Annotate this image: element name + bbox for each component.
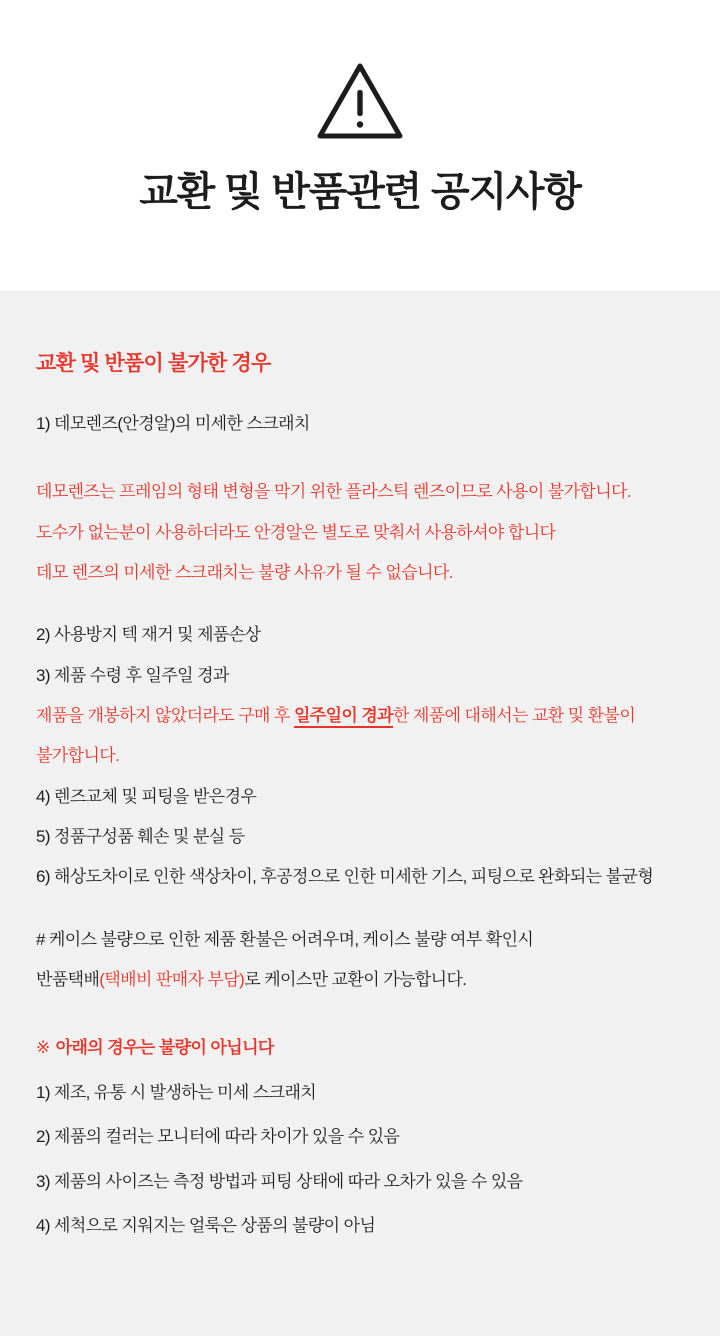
demo-lens-note-1: 데모렌즈는 프레임의 형태 변형을 막기 위한 플라스틱 렌즈이므로 사용이 불가합니다. — [36, 482, 632, 502]
demo-lens-note-3: 데모 렌즈의 미세한 스크래치는 불량 사유가 될 수 없습니다. — [36, 563, 453, 583]
case-defect-note-part-a: 반품택배 — [36, 970, 100, 990]
notice-body-panel — [0, 291, 720, 1336]
not-defect-item-2: 2) 제품의 컬러는 모니터에 따라 차이가 있을 수 있음 — [36, 1127, 400, 1147]
spacer — [36, 457, 684, 479]
reason-item-6: 6) 해상도차이로 인한 색상차이, 후공정으로 인한 미세한 기스, 피팅으로 완화되는 불균형 — [36, 867, 654, 887]
reason-item-1: 1) 데모렌즈(안경알)의 미세한 스크래치 — [36, 414, 310, 433]
section-heading-no-exchange: 교환 및 반품이 불가한 경우 — [36, 352, 271, 375]
case-defect-note-line-2 — [36, 967, 684, 993]
reason-item-3-note-part-b: 한 제품에 대해서는 교환 및 환불이 — [393, 706, 636, 726]
spacer — [36, 600, 684, 622]
not-defect-item-3: 3) 제품의 사이즈는 측정 방법과 피팅 상태에 따라 오차가 있을 수 있음 — [36, 1171, 523, 1191]
case-defect-note-emphasis: (택배비 판매자 부담) — [99, 970, 245, 990]
case-defect-note-line-1: # 케이스 불량으로 인한 제품 환불은 어려우며, 케이스 불량 여부 확인시 — [36, 929, 534, 949]
reason-item-3-note — [36, 703, 684, 729]
spacer — [36, 905, 684, 927]
not-defect-heading — [36, 1035, 684, 1061]
asterisk-mark-icon: ※ — [36, 1038, 50, 1058]
not-defect-heading-text: 아래의 경우는 불량이 아닙니다 — [55, 1038, 274, 1058]
case-defect-note-part-b: 로 케이스만 교환이 가능합니다. — [244, 970, 467, 990]
reason-item-3-note-part-a: 제품을 개봉하지 않았더라도 구매 후 — [36, 706, 294, 726]
reason-item-3-note-part-c: 불가합니다. — [36, 746, 120, 766]
page-title: 교환 및 반품관련 공지사항 — [139, 170, 581, 214]
warning-triangle-icon — [316, 62, 404, 140]
demo-lens-note-2: 도수가 없는분이 사용하더라도 안경알은 별도로 맞춰서 사용하셔야 합니다 — [36, 522, 556, 542]
spacer — [36, 1013, 684, 1035]
reason-item-4: 4) 렌즈교체 및 피팅을 받은경우 — [36, 786, 257, 806]
reason-item-5: 5) 정품구성품 훼손 및 분실 등 — [36, 827, 245, 847]
notice-header — [0, 0, 720, 291]
reason-item-2: 2) 사용방지 텍 재거 및 제품손상 — [36, 625, 261, 645]
not-defect-item-4: 4) 세척으로 지워지는 얼룩은 상품의 불량이 아님 — [36, 1215, 376, 1235]
reason-item-3: 3) 제품 수령 후 일주일 경과 — [36, 665, 229, 685]
not-defect-item-1: 1) 제조, 유통 시 발생하는 미세 스크래치 — [36, 1082, 317, 1102]
reason-item-3-note-emphasis: 일주일이 경과 — [294, 706, 393, 728]
